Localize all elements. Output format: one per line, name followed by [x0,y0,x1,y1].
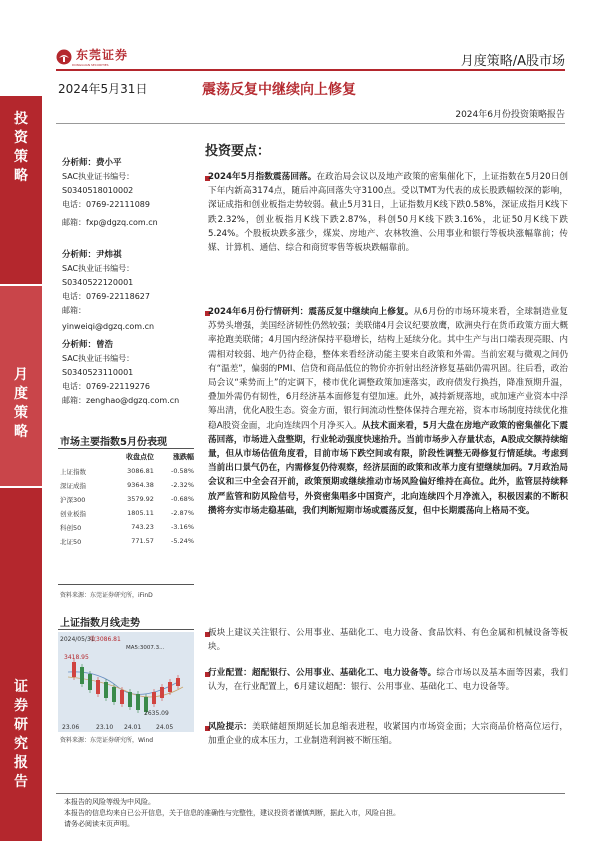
sidebar-top-label: 投资策略 [14,111,28,184]
kline-date-label: 2024/05/31 [60,636,95,643]
kline-candle [104,682,108,698]
footer-rule [56,793,565,794]
paragraph-lead: 2024年5月指数震荡回落。 [208,172,317,182]
table-cell: -0.58% [171,467,194,475]
logo-mark-icon [56,49,72,65]
kline-x-tick: 23.06 [62,724,80,731]
logo [56,46,128,67]
table-header-cell [60,450,105,464]
kline-chart-svg [58,632,194,732]
table-cell: 3579.92 [127,495,154,503]
paragraph-lead: 风险提示： [208,722,252,732]
kline-candle [80,667,84,684]
kline-candle [72,662,76,677]
report-type: 月度策略/A股市场 [460,54,565,69]
table-cell: 9364.38 [127,481,154,489]
analyst-2 [62,248,154,334]
sidebar-middle-label: 月度策略 [14,367,28,440]
table-row [60,534,194,548]
report-date: 2024年5月31日 [58,82,148,96]
index-table-source: 资料来源：东莞证券研究所，iFinD [60,592,153,599]
index-table-bottom-rule [58,584,194,585]
table-cell: 北证50 [60,537,82,546]
table-cell: 深证成指 [60,481,86,490]
paragraph-lead: 行业配置：超配银行、公用事业、基础化工、电力设备等。 [208,668,437,678]
kline-candle [160,687,164,698]
table-row [60,492,194,506]
analyst-license-label: SAC执业证书编号： [62,264,135,273]
analyst-3 [62,338,179,408]
header-rule [56,69,565,71]
kline-x-tick: 24.01 [124,724,142,731]
analyst-email-label: 邮箱： [62,306,86,315]
kline-candle [176,678,180,686]
kline-candle [136,694,140,710]
table-row [60,478,194,492]
report-title: 震荡反复中继续向上修复 [202,82,356,98]
sidebar-section-top [0,96,42,284]
analyst-name: 分析师：尹炜祺 [62,250,122,260]
table-row [60,520,194,534]
footer-notice: 请务必阅读末页声明。 [64,820,134,828]
logo-text: 东莞证券 [76,48,129,62]
table-row [60,464,194,478]
kline-x-tick: 23.10 [96,724,114,731]
kline-close-label: 收3086.81 [90,636,121,643]
table-cell: 1805.11 [127,509,154,517]
paragraph-risk [208,720,568,748]
analyst-license: S0340522120001 [62,278,134,287]
footer [64,797,400,830]
paragraph-body: 在政治局会议以及地产政策的密集催化下，上证指数在5月20日创下年内新高3174点，随后冲高回落失守3100点。受以TMT为代表的成长股跌幅较深的影响，深证成指和创业板指走势较弱。截止5月31日，上证指数月K线下跌0.58%，深证成指月K线下跌2.32%，创业板指月K线下跌2.87%，科创50月K线下跌3.16%，北证50月K线下跌5.24%。个股板块跌多涨少，煤炭、房地产、农林牧渔、公用事业和银行等板块涨幅靠前；传媒、计算机、通信、综合和商贸零售等板块跌幅靠前。 [208,172,569,254]
paragraph-may-review [208,170,568,255]
kline-candle [96,680,100,694]
kline-candle [128,692,132,707]
table-cell: 3086.81 [127,467,154,475]
kline-chart-rule [58,629,194,630]
table-cell: -2.87% [171,509,194,517]
paragraph-bold-body: 从技术面来看，5月大盘在房地产政策的密集催化下震荡回落，市场进入盘整期，行业轮动强度快速抬升。当前市场步入存量状态，A股成交额持续缩量，但从市场估值角度看，目前市场下跌空间或有限，阶段性调整无碍修复行情延续。考虑到当前出口景气仍在，内需修复仍待观察，经济层面的政策和改革力度有望继续加码。7月政治局会议和三中全会召开前，政策预期或继续推动市场风险偏好维持在高位。此外，监管层持续释放严监管和防风险信号，外资密集唱多中国资产，北向连续四个月净流入，积极因素的不断积攒将夯实市场走稳基础，我们判断短期市场或震荡反复，但中长期震荡向上格局不变。 [208,420,568,516]
kline-candle [120,690,124,704]
table-cell: 上证指数 [60,467,86,476]
analyst-email[interactable]: 邮箱：zenghao@dgzq.com.cn [62,396,180,405]
sidebar-section-bottom [0,488,42,841]
paragraph-lead: 2024年6月份行情研判：震荡反复中继续向上修复。 [208,307,414,317]
footer-risk-level: 本报告的风险等级为中风险。 [64,798,155,806]
table-cell: 创业板指 [60,509,86,518]
table-header-row [60,450,194,464]
kline-chart-source: 资料来源：东莞证券研究所，Wind [60,737,154,744]
analyst-1 [62,156,158,230]
analyst-license-label: SAC执业证书编号： [62,172,135,181]
title-rule [56,123,565,124]
table-header-cell: 涨跌幅 [173,453,194,461]
section-heading: 投资要点： [205,144,271,159]
sidebar [0,96,42,841]
analyst-name: 分析师：费小平 [62,158,122,168]
index-table [60,450,194,548]
table-cell: -2.32% [171,481,194,489]
analyst-phone: 电话：0769-22118627 [62,292,150,301]
sidebar-bottom-label: 证券研究报告 [14,679,28,790]
table-cell: 沪深300 [60,495,86,504]
kline-ma-label: MA5:3007.3... [126,645,165,651]
paragraph-june-outlook [208,305,568,518]
table-cell: 743.23 [131,523,154,531]
kline-x-tick: 24.05 [156,724,174,731]
footer-disclaimer: 本报告的信息均来自已公开信息，关于信息的准确性与完整性，建议投资者谨慎判断，据此入市，风险自担。 [64,809,400,817]
analyst-license: S0340523110001 [62,368,134,377]
report-subtitle: 2024年6月份投资策略报告 [455,110,565,120]
table-cell: -0.68% [171,495,194,503]
kline-candle [112,687,116,702]
table-cell: -5.24% [171,537,194,545]
table-cell: -3.16% [171,523,194,531]
analyst-license: S0340518010002 [62,186,134,195]
index-table-top-rule [58,448,194,449]
table-header-cell: 收盘点位 [125,453,154,461]
paragraph-body: 美联储超预期延长加息缩表进程，收紧国内市场资金面；大宗商品价格高位运行，加重企业的成本压力，工业制造利润被不断压缩。 [208,722,568,747]
table-cell: 科创50 [60,523,82,532]
paragraph-body: 从6月份的市场环境来看，全球制造业复苏势头增强，美国经济韧性仍然较强；美联储4月会议纪要放鹰，欧洲央行在货币政策方面大概率抢跑美联储；4月国内经济保持平稳增长，结构上延续分化。其中生产与出口端表现亮眼、内需相对较弱、地产仍待企稳，整体来看经济动能主要来自政策和外需。当前宏观与微观之间仍有“温差”，偏弱的PMI、信贷和商品低位的物价亦折射出经济修复基础仍需巩固。往后看，政治局会议“乘势而上”的定调下，楼市优化调整政策加速落实，政府债发行换挡，降准预期升温，叠加外需仍有韧性，6月经济基本面修复有望加速。此外，减持新规落地，或加速产业资本中浮筹出清，优化A股生态。资金方面，银行间流动性整体保持合理充裕，资本市场制度持续优化推稳A股资金面，北向连续四个月净买入。 [208,307,568,431]
paragraph-sectors: 板块上建议关注银行、公用事业、基础化工、电力设备、食品饮料、有色金属和机械设备等板块。 [208,628,568,653]
table-cell: 771.57 [131,537,154,545]
analyst-name: 分析师：曾浩 [62,340,114,350]
analyst-email[interactable]: yinweiqi@dgzq.com.cn [62,322,155,331]
analyst-phone: 电话：0769-22119276 [62,382,150,391]
kline-low-label: 2635.09 [144,710,169,717]
kline-high-label: 3418.95 [64,654,89,661]
kline-chart-title: 上证指数月线走势 [60,618,140,629]
kline-candle [168,682,172,692]
index-table-title: 市场主要指数5月份表现 [60,437,167,448]
paragraph-body: 综合市场以及基本面等因素，我们认为，在行业配置上，6月建议超配：银行、公用事业、基础化工、电力设备等。 [208,668,568,693]
analyst-phone: 电话：0769-22111089 [62,200,150,209]
sidebar-section-middle [0,286,42,486]
kline-candle [152,692,156,704]
analyst-license-label: SAC执业证书编号： [62,354,135,363]
kline-chart [58,632,194,732]
logo-subtext: DONGGUAN SECURITIES [72,63,109,67]
paragraph-allocation [208,666,568,694]
analyst-email[interactable]: 邮箱：fxp@dgzq.com.cn [62,218,158,227]
table-row [60,506,194,520]
kline-candle [88,674,92,690]
